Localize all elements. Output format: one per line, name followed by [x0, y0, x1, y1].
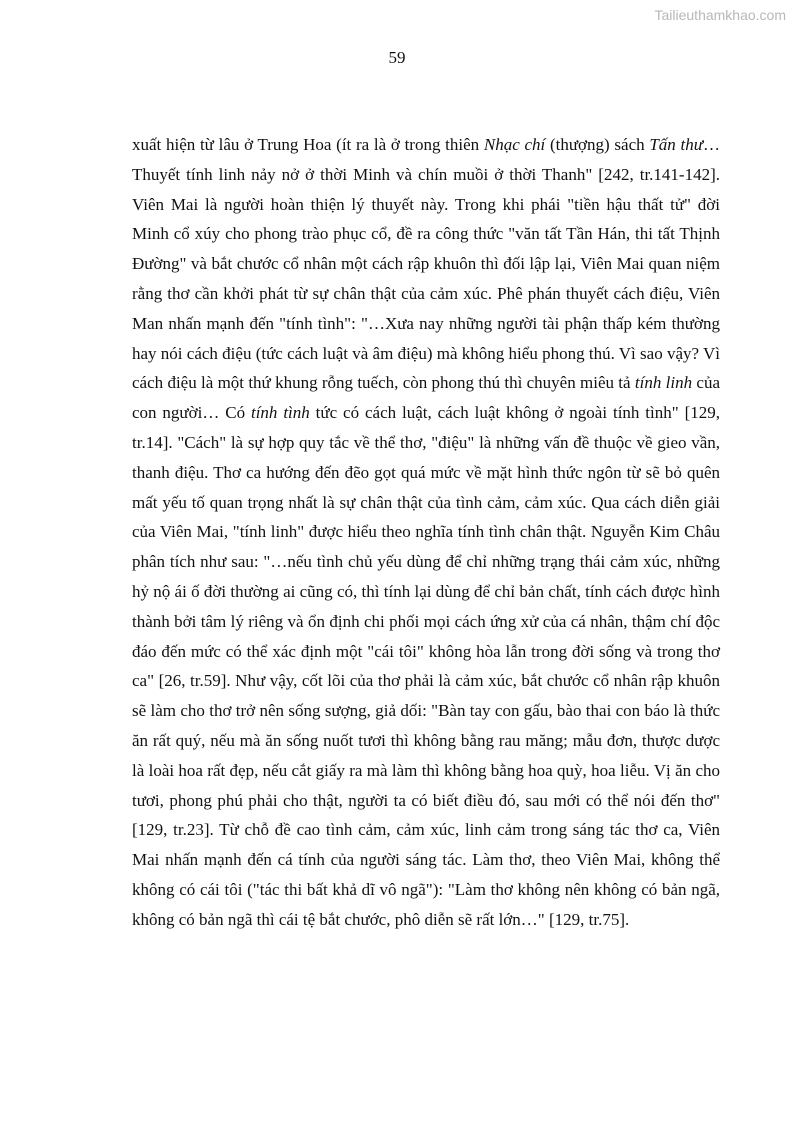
text-run-italic: tính tình	[250, 403, 310, 423]
watermark: Tailieuthamkhao.com	[654, 7, 786, 23]
body-paragraph	[132, 130, 720, 935]
text-run: (thượng) sách	[545, 135, 650, 154]
text-run-italic: tính linh	[634, 373, 693, 393]
text-run: của con người… Có	[132, 373, 720, 423]
text-run-italic: Nhạc chí	[483, 135, 546, 154]
page-number: 59	[388, 48, 406, 67]
text-run: … Thuyết tính linh nảy nở ở thời Minh và chín muồi ở thời Thanh" [242, tr.141-142]. Viên Mai là người hoàn thiện lý thuyết này. Trong khi phái "tiền hậu thất tử" đời Minh cổ xúy cho phong trào phục cổ, đề ra công thức "văn tất Tần Hán, thi tất Thịnh Đường" và bắt chước cổ nhân một cách rập khuôn thì đối lập lại, Viên Mai quan niệm rằng thơ cần khởi phát từ sự chân thật của cảm xúc. Phê phán thuyết cách điệu, Viên Man nhấn mạnh đến "tính tình": "…Xưa nay những người tài phận thấp kém thường hay nói cách điệu (tức cách luật và âm điệu) mà không hiểu phong thú. Vì sao vậy? Vì cách điệu là một thứ khung rỗng tuếch, còn phong thú thì chuyên miêu tả	[132, 135, 721, 393]
text-run: xuất hiện từ lâu ở Trung Hoa (ít ra là ở trong thiên	[132, 135, 484, 154]
text-run: tức có cách luật, cách luật không ở ngoài tính tình" [129, tr.14]. "Cách" là sự hợp quy tắc về thể thơ, "điệu" là những vấn đề thuộc về gieo vần, thanh điệu. Thơ ca hướng đến đẽo gọt quá mức về mặt hình thức ngôn từ sẽ bỏ quên mất yếu tố quan trọng nhất là sự chân thật của tình cảm, cảm xúc. Qua cách diễn giải của Viên Mai, "tính linh" được hiểu theo nghĩa tính tình chân thật. Nguyễn Kim Châu phân tích như sau: "…nếu tình chủ yếu dùng để chỉ những trạng thái cảm xúc, những hỷ nộ ái ố đời thường ai cũng có, thì tính lại dùng để chỉ bản chất, tính cách được hình thành bởi tâm lý riêng và ổn định chi phối mọi cách ứng xử của cá nhân, thậm chí độc đáo đến mức có thể xác định một "cái tôi" không hòa lẫn trong đời sống và trong thơ ca" [26, tr.59]. Như vậy, cốt lõi của thơ phải là cảm xúc, bắt chước cổ nhân rập khuôn sẽ làm cho thơ trở nên sống sượng, giả dối: "Bàn tay con gấu, bào thai con báo là thức ăn rất quý, nếu mà ăn sống nuốt tươi thì không bằng rau măng; mẫu đơn, thược dược là loài hoa rất đẹp, nếu cắt giấy ra mà làm thì không bằng hoa quỳ, hoa liễu. Vị ăn cho tươi, phong phú phải cho thật, người ta có biết điều đó, sau mới có thể nói đến thơ" [129, tr.23]. Từ chỗ đề cao tình cảm, cảm xúc, linh cảm trong sáng tác thơ ca, Viên Mai nhấn mạnh đến cá tính của người sáng tác. Làm thơ, theo Viên Mai, không thể không có cái tôi ("tác thi bất khả dĩ vô ngã"): "Làm thơ không nên không có bản ngã, không có bản ngã thì cái tệ bắt chước, phô diễn sẽ rất lớn…" [129, tr.75].	[132, 403, 720, 929]
text-run-italic: Tấn thư	[649, 135, 704, 154]
